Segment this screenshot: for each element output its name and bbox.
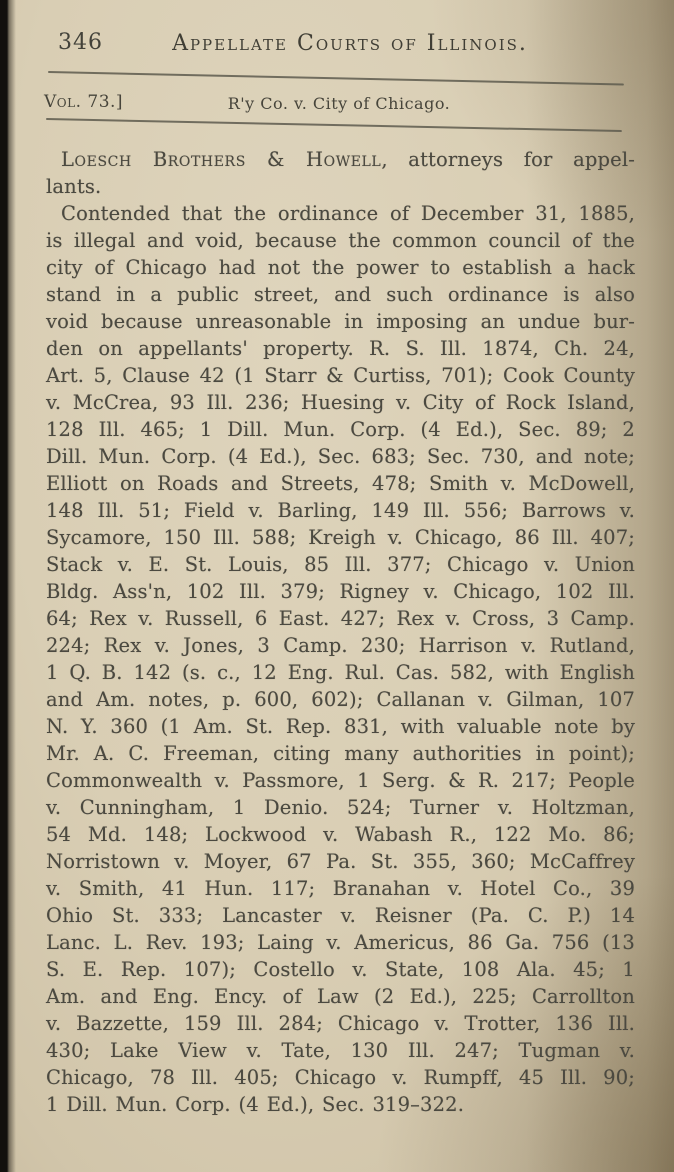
scan-left-edge-shadow <box>0 0 16 1172</box>
text-line: Chicago, 78 Ill. 405; Chicago v. Rumpff, 45 Ill. 90; <box>46 1066 635 1089</box>
text-line: Dill. Mun. Corp. (4 Ed.), Sec. 683; Sec. 730, and note; <box>46 445 635 468</box>
text-line: 64; Rex v. Russell, 6 East. 427; Rex v. Cross, 3 Camp. <box>46 607 635 630</box>
body-text <box>46 146 635 1118</box>
header-rule-bottom <box>46 118 622 132</box>
text-line: Stack v. E. St. Louis, 85 Ill. 377; Chicago v. Union <box>46 553 635 576</box>
text-line: Norristown v. Moyer, 67 Pa. St. 355, 360; McCaffrey <box>46 850 635 873</box>
text-line: Loesch Brothers & Howell, attorneys for appel- <box>61 148 635 171</box>
text-line: Art. 5, Clause 42 (1 Starr & Curtiss, 701); Cook County <box>46 364 635 387</box>
text-line: void because unreasonable in imposing an undue bur- <box>46 310 635 333</box>
case-caption: R'y Co. v. City of Chicago. <box>227 94 451 113</box>
text-line: 128 Ill. 465; 1 Dill. Mun. Corp. (4 Ed.), Sec. 89; 2 <box>46 418 635 441</box>
text-line: Contended that the ordinance of December 31, 1885, <box>61 202 635 225</box>
text-line: v. Smith, 41 Hun. 117; Branahan v. Hotel Co., 39 <box>46 877 635 900</box>
text-line: city of Chicago had not the power to establish a hack <box>46 256 635 279</box>
text-line: v. McCrea, 93 Ill. 236; Huesing v. City of Rock Island, <box>46 391 635 414</box>
text-line: lants. <box>46 175 102 198</box>
running-head: Appellate Courts of Illinois. <box>172 31 528 56</box>
text-line: S. E. Rep. 107); Costello v. State, 108 Ala. 45; 1 <box>46 958 635 981</box>
text-line: 1 Q. B. 142 (s. c., 12 Eng. Rul. Cas. 582, with English <box>46 661 635 684</box>
text-line: N. Y. 360 (1 Am. St. Rep. 831, with valuable note by <box>46 715 635 738</box>
text-line: Elliott on Roads and Streets, 478; Smith v. McDowell, <box>46 472 635 495</box>
text-line: v. Cunningham, 1 Denio. 524; Turner v. Holtzman, <box>46 796 635 819</box>
text-line: 430; Lake View v. Tate, 130 Ill. 247; Tugman v. <box>46 1039 635 1062</box>
attorneys-name-smallcaps: Loesch Brothers & Howell <box>61 148 382 171</box>
text-line: Lanc. L. Rev. 193; Laing v. Americus, 86 Ga. 756 (13 <box>46 931 635 954</box>
text-line: Ohio St. 333; Lancaster v. Reisner (Pa. C. P.) 14 <box>46 904 635 927</box>
text-line: is illegal and void, because the common council of the <box>46 229 635 252</box>
page-number: 346 <box>58 30 103 55</box>
text-line: 1 Dill. Mun. Corp. (4 Ed.), Sec. 319–322. <box>46 1093 465 1116</box>
text-line: 148 Ill. 51; Field v. Barling, 149 Ill. 556; Barrows v. <box>46 499 635 522</box>
header-rule-top <box>48 71 624 86</box>
text-line: v. Bazzette, 159 Ill. 284; Chicago v. Trotter, 136 Ill. <box>46 1012 635 1035</box>
text-line: 224; Rex v. Jones, 3 Camp. 230; Harrison v. Rutland, <box>46 634 635 657</box>
text-line: Am. and Eng. Ency. of Law (2 Ed.), 225; Carrollton <box>46 985 635 1008</box>
text-line: and Am. notes, p. 600, 602); Callanan v. Gilman, 107 <box>46 688 635 711</box>
text-line: Mr. A. C. Freeman, citing many authorities in point); <box>46 742 635 765</box>
volume-row <box>44 92 634 114</box>
text-line: Sycamore, 150 Ill. 588; Kreigh v. Chicago, 86 Ill. 407; <box>46 526 635 549</box>
text-line: 54 Md. 148; Lockwood v. Wabash R., 122 Mo. 86; <box>46 823 635 846</box>
text-line: Bldg. Ass'n, 102 Ill. 379; Rigney v. Chicago, 102 Ill. <box>46 580 635 603</box>
text-line: Commonwealth v. Passmore, 1 Serg. & R. 217; People <box>46 769 635 792</box>
text-line: stand in a public street, and such ordinance is also <box>46 283 635 306</box>
volume-label: Vol. 73.] <box>44 92 124 112</box>
text-line: den on appellants' property. R. S. Ill. 1874, Ch. 24, <box>46 337 635 360</box>
